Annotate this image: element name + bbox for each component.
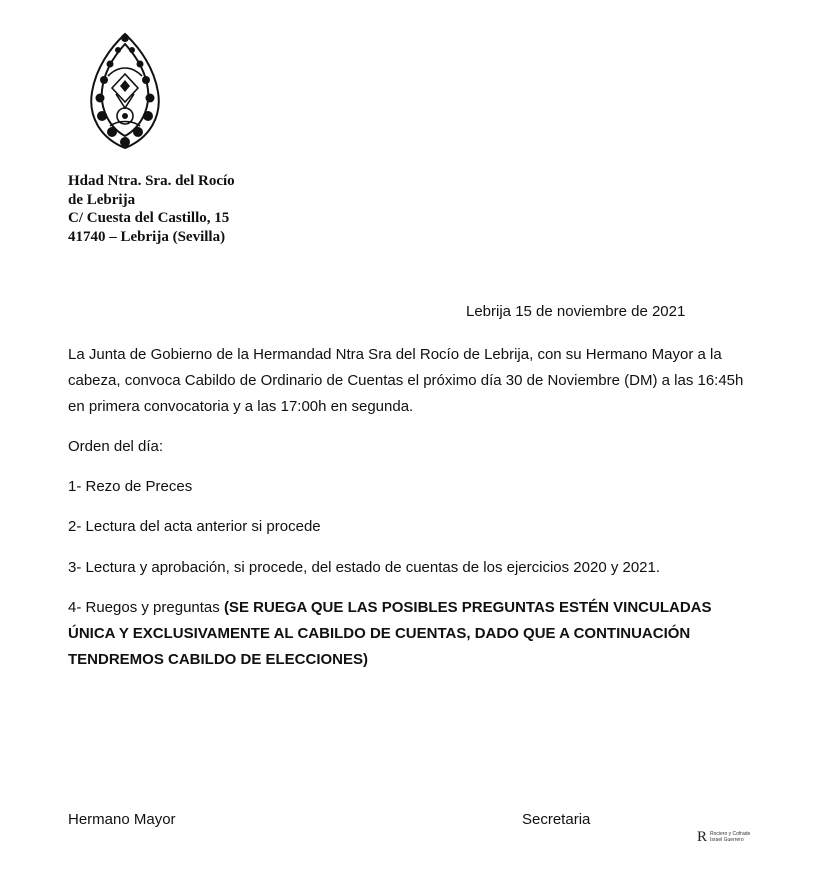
agenda-item: 3- Lectura y aprobación, si procede, del estado de cuentas de los ejercicios 2020 y 2021. (68, 559, 661, 576)
agenda-item-4 (68, 595, 758, 673)
watermark-text (710, 831, 750, 843)
intro-paragraph: La Junta de Gobierno de la Hermandad Ntra Sra del Rocío de Lebrija, con su Hermano Mayor a la cabeza, convoca Cabildo de Ordinario de Cuentas el próximo día 30 de Noviembre (DM) a las 16:45h en primera convocatoria y a las 17:00h en segunda. (68, 346, 744, 415)
signature-secretaria: Secretaria (522, 811, 591, 828)
watermark-line: Rociero y Cofrade (710, 831, 751, 837)
agenda-item: 1- Rezo de Preces (68, 478, 193, 495)
watermark-line: Israel Guerrero (710, 837, 744, 843)
address-line: de Lebrija (68, 191, 136, 208)
agenda-item-note: (SE RUEGA QUE LAS POSIBLES PREGUNTAS ESTÉN VINCULADAS ÚNICA Y EXCLUSIVAMENTE AL CABILDO DE CUENTAS, DADO QUE A CONTINUACIÓN TENDREMOS CABILDO DE ELECCIONES) (68, 599, 712, 668)
agenda-item: 2- Lectura del acta anterior si procede (68, 518, 321, 535)
letter-date: Lebrija 15 de noviembre de 2021 (466, 303, 686, 320)
ornate-emblem-icon (80, 30, 170, 152)
address-line: C/ Cuesta del Castillo, 15 (68, 210, 230, 226)
watermark (697, 829, 767, 853)
watermark-logo-icon: R (697, 829, 708, 845)
agenda-title: Orden del día: (68, 438, 164, 455)
signature-hermano-mayor: Hermano Mayor (68, 811, 176, 828)
sender-address (68, 172, 235, 246)
address-line: 41740 – Lebrija (Sevilla) (68, 228, 226, 245)
address-line: Hdad Ntra. Sra. del Rocío (68, 173, 235, 189)
agenda-item-text: 4- Ruegos y preguntas (68, 599, 224, 616)
